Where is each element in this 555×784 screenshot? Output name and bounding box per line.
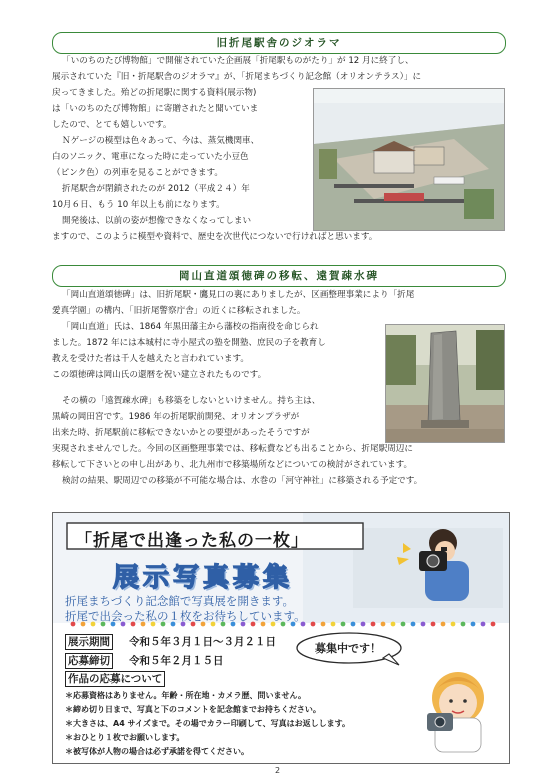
s1-line-3: 戻ってきました。殆どの折尾駅に関する資料(展示物) — [52, 88, 257, 98]
s1-line-4: は「いのちのたび博物館」に寄贈されたと聞いていま — [52, 104, 259, 114]
s1-line-11: 開発後は、以前の姿が想像できなくなってしまい — [62, 216, 252, 226]
period-value: 令和５年３月１日～３月２１日 — [129, 636, 276, 648]
s2-line-9: 出来た時、折尾駅前に移転できないかとの要望があったそうですが — [52, 428, 310, 438]
deadline-label: 応募締切 — [65, 653, 113, 669]
s2-line-5: 教えを受けた者は千人を越えたと言われています。 — [52, 354, 249, 364]
s1-line-12: ますので、このように模型や資料で、歴史を次世代につないで行ければと思います。 — [52, 232, 378, 242]
apply-label: 作品の応募について — [65, 671, 165, 687]
s1-line-7: 白のソニック、電車になった時に走っていた小豆色 — [52, 152, 249, 162]
s2-line-1: 「岡山直道頌徳碑」は、旧折尾駅・鷹見口の裏にありましたが、区画整理事業により「折尾 — [62, 290, 415, 300]
s2-line-12: 検討の結果、駅周辺での移築が不可能な場合は、水巻の「河守神社」に移築される予定です。 — [62, 476, 423, 486]
s1-line-8: （ピンク色）の列車を見ることができます。 — [52, 168, 224, 178]
poster-subtitle-1: 折尾まちづくり記念館で写真展を開きます。 — [65, 594, 294, 608]
section1-header: 旧折尾駅舎のジオラマ — [52, 32, 506, 54]
recruiting-bubble-text: 募集中です！ — [315, 642, 381, 655]
s2-line-11: 移転して下さいとの申し出があり、北九州市で移築場所などについての検討がされています。 — [52, 460, 413, 470]
s2-line-10: 実現されませんでした。今回の区画整理事業では、移転費なども出ることから、折尾駅周辺に — [52, 444, 413, 454]
note-2: ＊締め切り日まで、写真と下のコメントを記念館までお持ちください。 — [65, 705, 321, 714]
s2-line-3: 「岡山直道」氏は、1864 年黒田藩主から藩校の指南役を命じられ — [62, 322, 319, 332]
page-number: 2 — [274, 766, 281, 775]
monument-photo — [385, 324, 505, 443]
s1-line-6: Ｎゲージの模型は色々あって、今は、蒸気機関車、 — [62, 136, 260, 146]
s1-line-5: したので、とても嬉しいです。 — [52, 120, 172, 130]
poster-title: 「折尾で出逢った私の一枚」 — [75, 531, 309, 551]
s1-line-1: 「いのちのたび博物館」で開催されていた企画展「折尾駅ものがたり」が 12 月に終了し、 — [62, 56, 414, 66]
photo-exhibition-poster — [52, 512, 510, 764]
s1-line-2: 展示されていた『旧・折尾駅舎のジオラマ』が、「折尾まちづくり記念館（オリオンテラス）」に — [52, 72, 422, 82]
period-label: 展示期間 — [65, 634, 113, 650]
s2-line-2: 愛真学園」の構内、「旧折尾警察庁舎」の近くに移転されました。 — [52, 306, 306, 316]
note-4: ＊おひとり１枚でお願いします。 — [65, 733, 185, 742]
deadline-value: 令和５年２月１５日 — [129, 655, 224, 667]
section2-header: 岡山直道頌徳碑の移転、遠賀疎水碑 — [52, 265, 506, 287]
note-3: ＊大きさは、A4 サイズまで。その場でカラー印刷して、写真はお返しします。 — [65, 719, 350, 728]
note-1: ＊応募資格はありません。年齢・所在地・カメラ歴、問いません。 — [65, 691, 306, 700]
poster-headline: 展示写真募集 — [113, 563, 294, 593]
s2-line-8: 黒崎の岡田宮です。1986 年の折尾駅前開発、オリオンプラザが — [52, 412, 300, 422]
poster-subtitle-2: 折尾で出会った私の１枚をお待ちしています。 — [65, 609, 306, 623]
diorama-photo — [313, 88, 505, 231]
s1-line-9: 折尾駅舎が閉鎖されたのが 2012（平成２４）年 — [62, 184, 250, 194]
s1-line-10: 10月６日、もう 10 年以上も前になります。 — [52, 200, 225, 210]
note-5: ＊被写体が人物の場合は必ず承諾を得てください。 — [65, 747, 249, 756]
s2-line-6: この頌徳碑は岡山氏の還暦を祝い建立されたものです。 — [52, 370, 267, 380]
s2-line-4: ました。1872 年には本城村に寺小屋式の塾を開塾、庶民の子を教育し — [52, 338, 326, 348]
s2-line-7: その横の「遠賀疎水碑」も移築をしないといけません。持ち主は、 — [62, 396, 321, 406]
